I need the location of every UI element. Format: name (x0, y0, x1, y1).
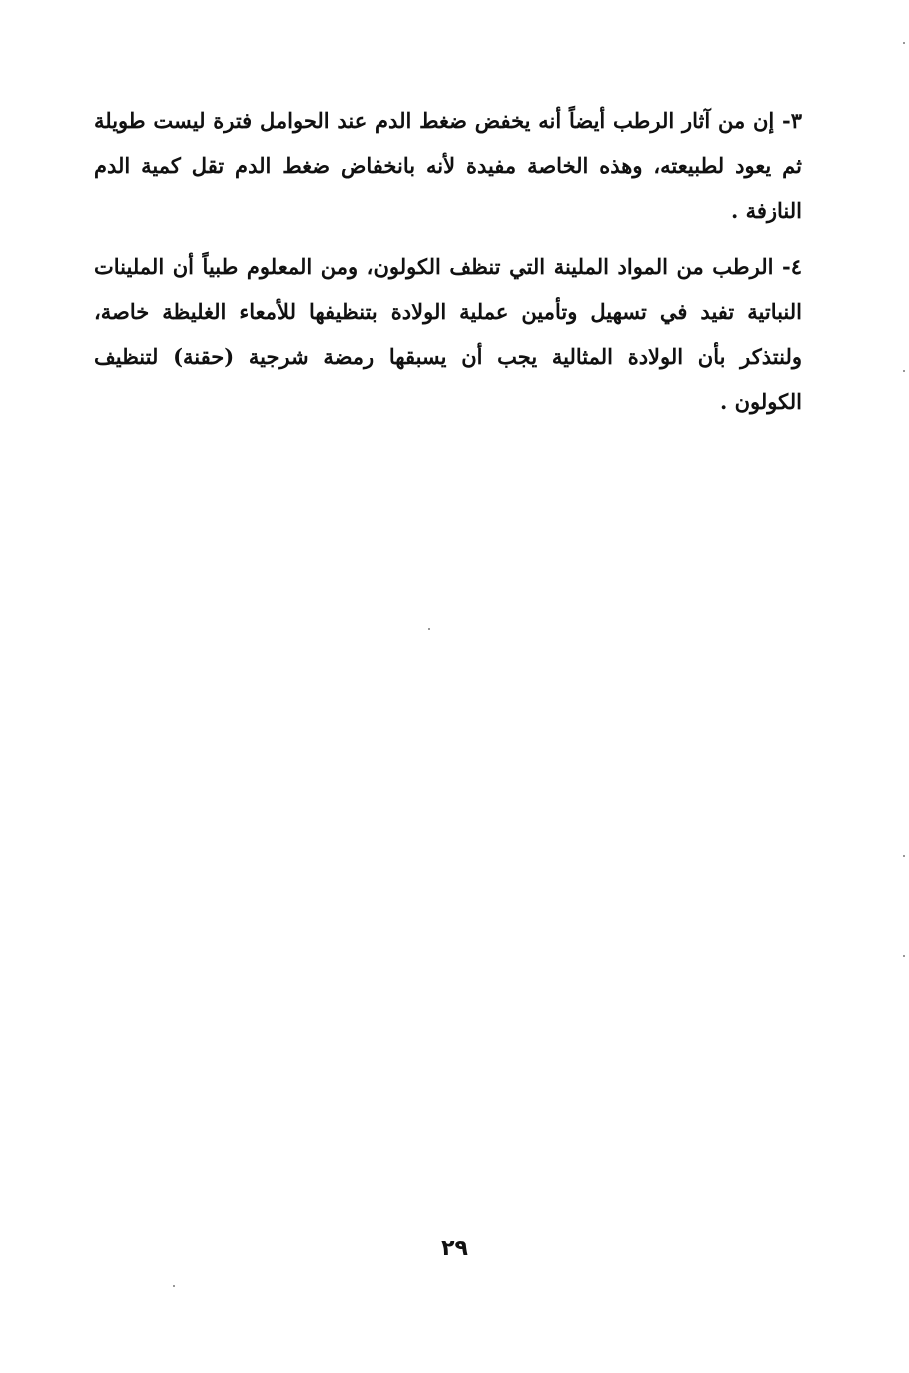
scan-speck (903, 955, 905, 957)
scan-speck (903, 855, 905, 857)
paragraph-4: ٤- الرطب من المواد الملينة التي تنظف الكولون، ومن المعلوم طبياً أن الملينات النباتية تفيد في تسهيل وتأمين عملية الولادة بتنظيفها للأمعاء الغليظة خاصة، ولنتذكر بأن الولادة المثالية يجب أن يسبقها رمضة شرجية (حقنة) لتنظيف الكولون . (94, 254, 802, 414)
scan-speck (903, 370, 905, 372)
paragraph-3: ٣- إن من آثار الرطب أيضاً أنه يخفض ضغط الدم عند الحوامل فترة ليست طويلة ثم يعود لطبيعته، وهذه الخاصة مفيدة لأنه بانخفاض ضغط الدم تقل كمية الدم النازفة . (94, 108, 802, 223)
scan-speck (428, 628, 430, 630)
scan-speck (173, 1285, 175, 1287)
page-number: ٢٩ (441, 1236, 468, 1261)
scan-speck (903, 42, 905, 44)
